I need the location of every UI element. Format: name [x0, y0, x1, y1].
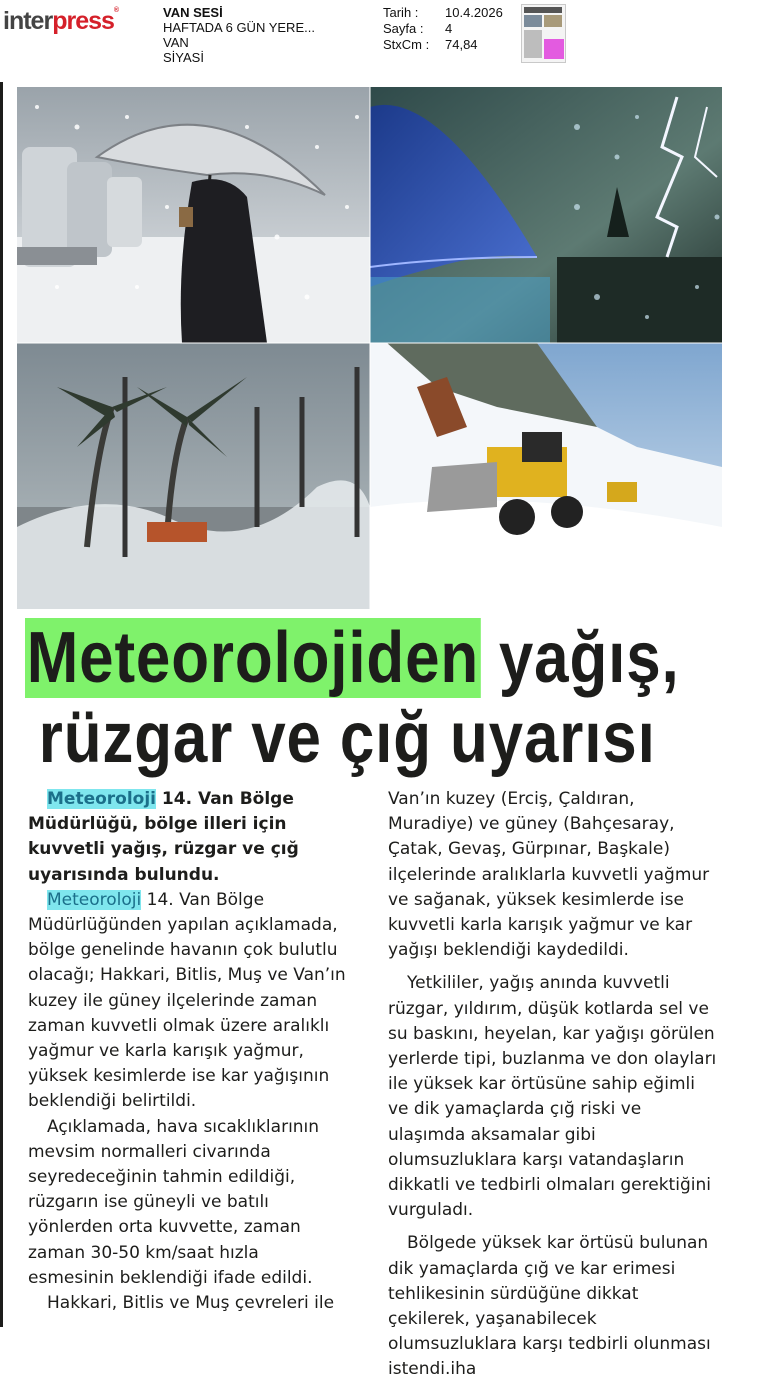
logo-press: press: [52, 7, 114, 35]
clipping-border: [0, 82, 3, 1327]
size-row: [383, 37, 503, 53]
keyword-highlight: Meteoroloji: [47, 789, 157, 809]
date-label: Tarih :: [383, 5, 419, 20]
publication-frequency: HAFTADA 6 GÜN YERE...: [163, 20, 315, 35]
logo-inter: inter: [3, 7, 53, 35]
paragraph-1-text: 14. Van Bölge Müdürlüğünden yapılan açıklamada, bölge genelinde havanın çok bulutlu olacağı; Hakkari, Bitlis, Muş ve Van’ın kuzey ile güney ilçelerinde zaman zaman kuvvetli olmak üzere aralıklı yağmur ve karla karışık yağmur, yüksek kesimlerde ise kar yağışının beklendiği belirtildi.: [28, 889, 346, 1112]
page-label: Sayfa :: [383, 21, 424, 36]
paragraph-2: Açıklamada, hava sıcaklıklarının mevsim normalleri civarında seyredeceğinin tahmin edildiği, rüzgarın ise güneyli ve batılı yönlerden orta kuvvette, zaman zaman 30-50 km/saat hızla esmesinin beklendiği ifade edildi.: [28, 1116, 320, 1288]
photo-storm-lightning: [370, 87, 722, 343]
paragraph-5: Yetkililer, yağış anında kuvvetli rüzgar, yıldırım, düşük kotlarda sel ve su baskını, heyelan, kar yağışı görülen yerlerde tipi, buzlanma ve don olayları ile yüksek kar örtüsüne sahip eğimli ve dik yamaçlarda çığ riski ve ulaşımda aksamalar gibi olumsuzluklara karşı vatandaşların dikkatli ve tedbirli olmaları gerektiğini vurguladı.: [388, 973, 717, 1221]
size-value: 74,84: [445, 37, 478, 52]
date-value: 10.4.2026: [445, 5, 503, 20]
photo-snowy-street: [17, 87, 370, 343]
headline-line-1-rest: yağış,: [480, 618, 680, 698]
page-row: [383, 21, 503, 37]
paragraph-4: Van’ın kuzey (Erciş, Çaldıran, Muradiye) ve güney (Bahçesaray, Çatak, Gevaş, Gürpınar, Başkale) ilçelerinde aralıklarla kuvvetli yağmur ve sağanak, yüksek kesimlerde ise kuvvetli karla karışık yağmur ve kar yağışı beklendiği kaydedildi.: [388, 789, 710, 961]
article-headline: [25, 618, 725, 778]
page-value: 4: [445, 21, 453, 36]
clipping-details: [383, 5, 503, 53]
page-thumbnail[interactable]: [521, 4, 566, 63]
article-column-1: [28, 787, 348, 1316]
headline-highlight: Meteorolojiden: [26, 618, 480, 698]
paragraph-1: [28, 888, 348, 1115]
weather-photo-collage: [17, 87, 722, 609]
keyword-highlight: Meteoroloji: [47, 889, 142, 910]
date-row: [383, 5, 503, 21]
thumb-masthead: [524, 7, 562, 13]
headline-line-1: [25, 618, 680, 698]
thumb-photo-2: [544, 15, 562, 27]
thumb-text-block: [524, 30, 542, 58]
photo-stormy-promenade: [17, 343, 370, 609]
publication-category: SİYASİ: [163, 50, 204, 65]
headline-line-2: rüzgar ve çığ uyarısı: [38, 698, 656, 778]
article-column-2: [388, 787, 718, 1383]
paragraph-6: Bölgede yüksek kar örtüsü bulunan dik yamaçlarda çığ ve kar erimesi tehlikesinin sürdüğüne dikkat çekilerek, yaşanabilecek olumsuzluklara karşı tedbirli olunması istendi.iha: [388, 1233, 711, 1380]
publication-city: VAN: [163, 35, 189, 50]
size-label: StxCm :: [383, 37, 430, 52]
publication-info: [163, 5, 315, 65]
thumb-article-highlight: [544, 39, 564, 59]
article-lead: [28, 787, 348, 888]
paragraph-3: Hakkari, Bitlis ve Muş çevreleri ile: [47, 1293, 335, 1314]
logo-registered-mark: ®: [113, 7, 120, 14]
lead-text: 14. Van Bölge Müdürlüğü, bölge illeri için kuvvetli yağış, rüzgar ve çığ uyarısında bulundu.: [28, 789, 299, 885]
publication-name: VAN SESİ: [163, 5, 223, 20]
photo-snowplow: [370, 343, 722, 609]
interpress-logo: [3, 7, 119, 36]
thumb-photo-1: [524, 15, 542, 27]
